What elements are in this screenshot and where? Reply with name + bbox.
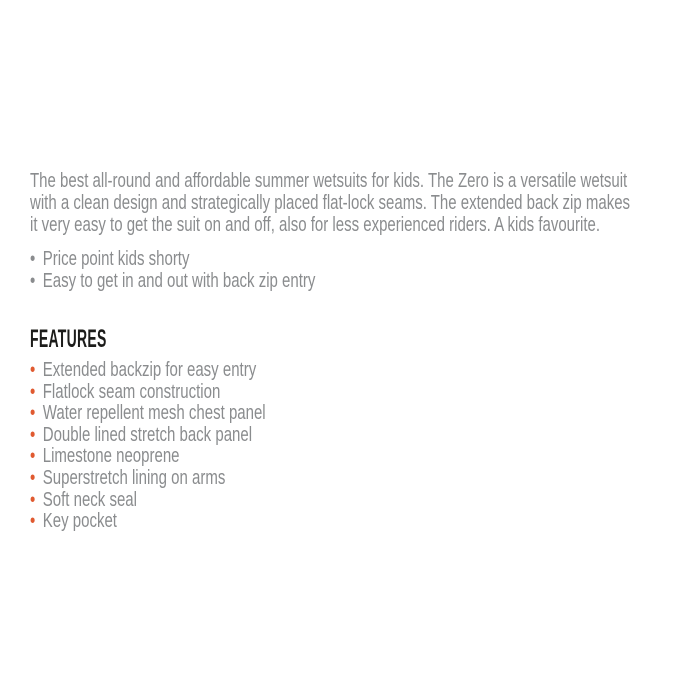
- bullet-icon: •: [30, 359, 36, 381]
- list-item: [30, 403, 525, 425]
- feature-text: Limestone neoprene: [42, 445, 180, 468]
- list-item: [30, 468, 525, 490]
- product-description-section: [30, 170, 690, 533]
- paragraph-line: with a clean design and strategically placed flat-lock seams. The extended back zip makes: [30, 192, 631, 214]
- list-item: [30, 382, 525, 404]
- feature-text: Superstretch lining on arms: [42, 466, 226, 489]
- list-item: [30, 248, 525, 270]
- feature-text: Extended backzip for easy entry: [42, 359, 257, 381]
- feature-text: Double lined stretch back panel: [42, 423, 253, 446]
- list-item: [30, 360, 525, 382]
- bullet-icon: •: [30, 423, 36, 446]
- bullet-icon: •: [30, 466, 36, 489]
- list-item: [30, 270, 525, 292]
- list-item: [30, 425, 525, 447]
- highlight-text: Price point kids shorty: [42, 248, 190, 270]
- highlight-text: Easy to get in and out with back zip entry: [42, 270, 316, 292]
- bullet-icon: •: [30, 510, 36, 533]
- features-heading: FEATURES: [30, 325, 107, 353]
- feature-text: Soft neck seal: [42, 488, 137, 511]
- features-list: [30, 360, 690, 533]
- feature-text: Flatlock seam construction: [42, 380, 221, 403]
- bullet-icon: •: [30, 445, 36, 468]
- list-item: [30, 446, 525, 468]
- feature-text: Water repellent mesh chest panel: [42, 402, 266, 425]
- bullet-icon: •: [30, 380, 36, 403]
- product-description-paragraph: [30, 170, 690, 236]
- highlight-list: [30, 248, 690, 292]
- list-item: [30, 511, 525, 533]
- bullet-icon: •: [30, 248, 36, 270]
- feature-text: Key pocket: [42, 510, 117, 533]
- bullet-icon: •: [30, 488, 36, 511]
- bullet-icon: •: [30, 270, 36, 292]
- paragraph-line: it very easy to get the suit on and off, also for less experienced riders. A kids favourite.: [30, 214, 601, 236]
- paragraph-line: The best all-round and affordable summer wetsuits for kids. The Zero is a versatile wetsuit: [30, 170, 628, 192]
- bullet-icon: •: [30, 402, 36, 425]
- list-item: [30, 490, 525, 512]
